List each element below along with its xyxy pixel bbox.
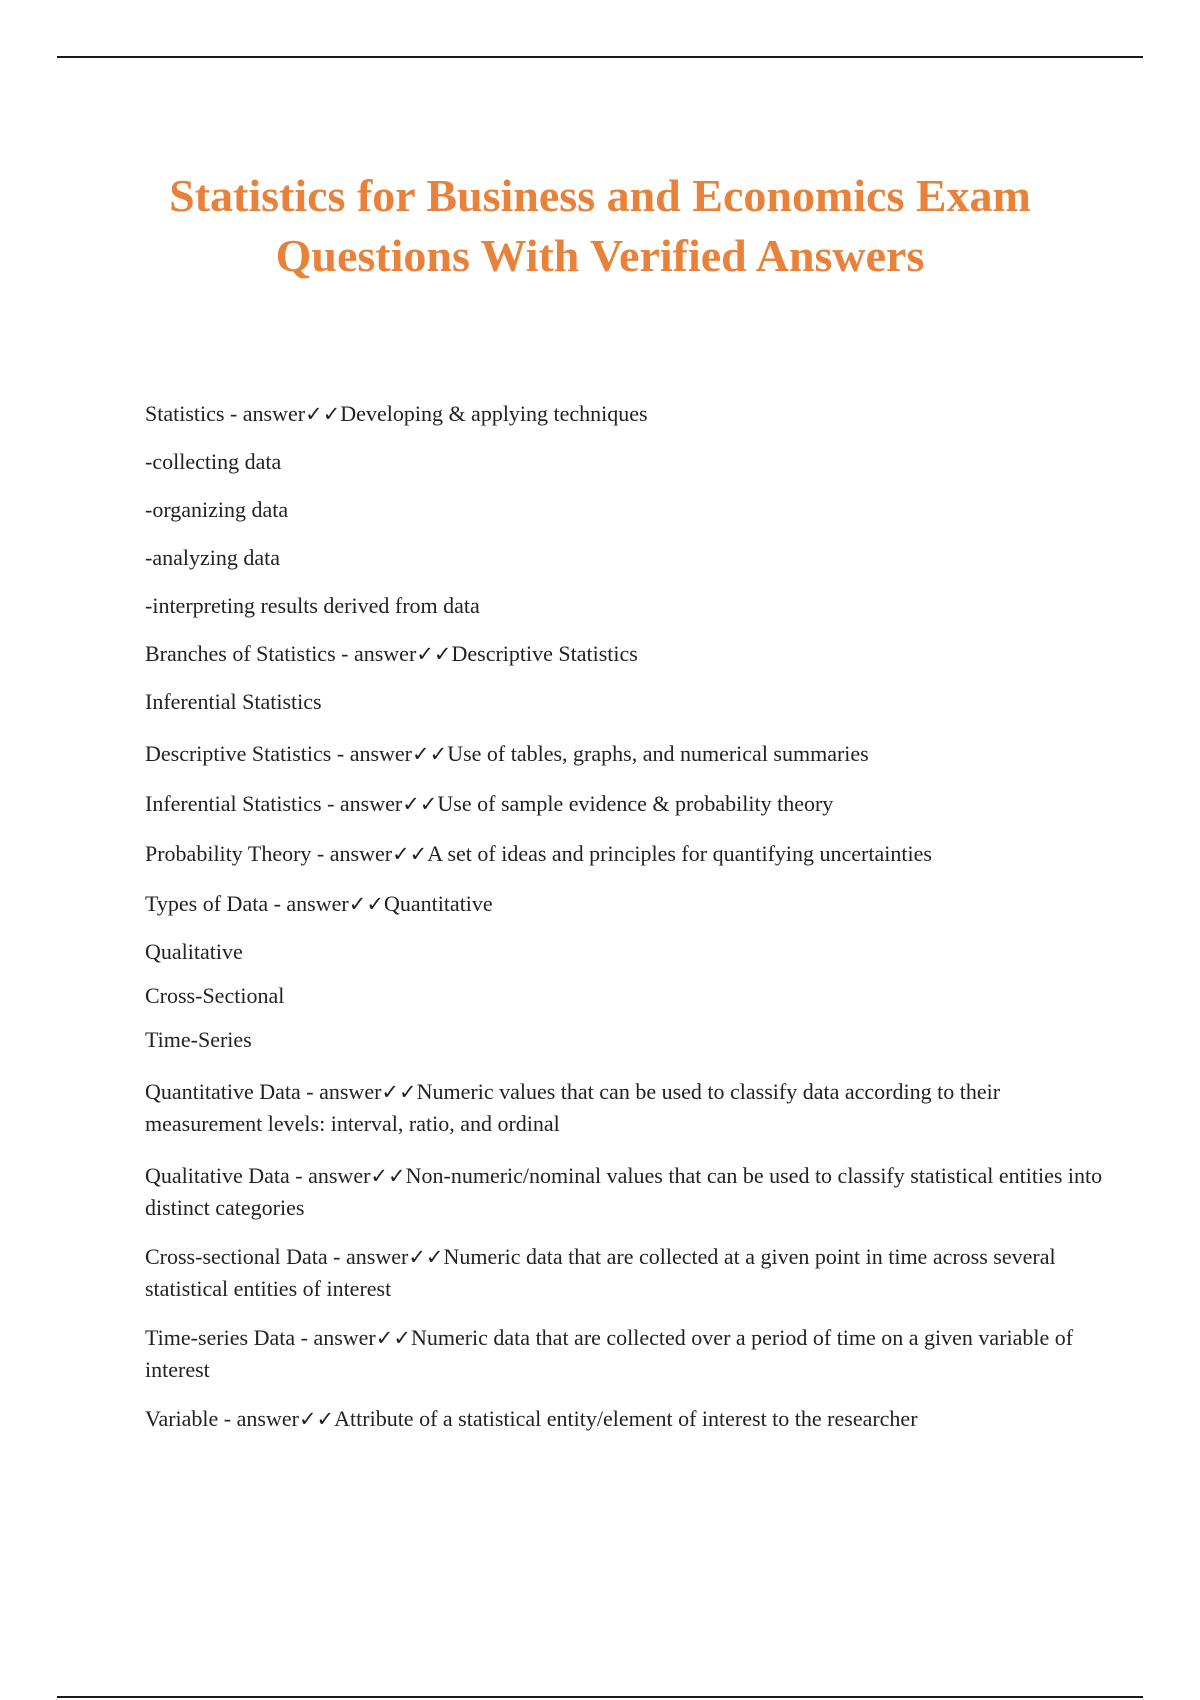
list-item: -collecting data	[145, 449, 282, 474]
entry-answer: Descriptive Statistics	[451, 641, 638, 666]
list-item: Cross-Sectional	[145, 983, 285, 1008]
entry-answer: Numeric data that are collected over a period of time on a given variable of interest	[145, 1325, 1074, 1382]
double-check-icon: ✓✓	[408, 1245, 444, 1269]
qa-entry	[145, 638, 1105, 670]
list-item: Inferential Statistics	[145, 689, 322, 714]
answer-marker: answer	[313, 1325, 376, 1350]
list-item: -organizing data	[145, 497, 289, 522]
qa-entry	[145, 398, 1105, 430]
qa-list	[145, 382, 1105, 1435]
entry-answer: Developing & applying techniques	[340, 401, 648, 426]
list-item: -analyzing data	[145, 545, 280, 570]
entry-separator: -	[289, 1163, 309, 1188]
entry-separator: -	[311, 841, 330, 866]
answer-marker: answer	[242, 401, 306, 426]
entry-term: Time-series Data	[145, 1325, 296, 1350]
entry-separator: -	[300, 1079, 320, 1104]
title-line-1: Statistics for Business and Economics Exam	[169, 170, 1031, 221]
list-item: -interpreting results derived from data	[145, 593, 480, 618]
entry-separator: -	[321, 791, 340, 816]
entry-term: Inferential Statistics	[145, 791, 322, 816]
entry-answer: Non-numeric/nominal values that can be used to classify statistical entities into distinct categories	[145, 1163, 1103, 1220]
entry-separator: -	[224, 401, 243, 426]
qa-entry	[145, 1403, 1105, 1435]
qa-entry	[145, 1322, 1105, 1386]
double-check-icon: ✓✓	[392, 842, 428, 866]
entry-term: Probability Theory	[145, 841, 312, 866]
qa-entry	[145, 1241, 1105, 1305]
answer-marker: answer	[286, 891, 349, 916]
entry-answer: Use of sample evidence & probability theory	[437, 791, 834, 816]
entry-term: Types of Data	[145, 891, 269, 916]
answer-marker: answer	[319, 1079, 382, 1104]
entry-term: Quantitative Data	[145, 1079, 301, 1104]
entry-term: Cross-sectional Data	[145, 1244, 328, 1269]
double-check-icon: ✓✓	[370, 1164, 406, 1188]
qa-entry	[145, 888, 1105, 920]
answer-marker: answer	[236, 1406, 299, 1431]
entry-separator: -	[327, 1244, 346, 1269]
entry-term: Qualitative Data	[145, 1163, 290, 1188]
entry-answer: Numeric values that can be used to classify data according to their measurement levels: interval, ratio, and ordinal	[145, 1079, 1001, 1136]
list-item: Qualitative	[145, 939, 243, 964]
double-check-icon: ✓✓	[305, 402, 341, 426]
bottom-rule	[57, 1696, 1143, 1698]
entry-answer: Attribute of a statistical entity/element of interest to the researcher	[334, 1406, 918, 1431]
entry-answer: A set of ideas and principles for quantifying uncertainties	[427, 841, 932, 866]
entry-term: Statistics	[145, 401, 225, 426]
double-check-icon: ✓✓	[298, 1407, 335, 1431]
list-item: Time-Series	[145, 1027, 252, 1052]
double-check-icon: ✓✓	[416, 642, 452, 666]
double-check-icon: ✓✓	[402, 792, 438, 816]
entry-separator: -	[295, 1325, 314, 1350]
qa-entry	[145, 838, 1105, 870]
top-rule	[57, 56, 1143, 58]
entry-separator: -	[218, 1406, 237, 1431]
entry-answer: Quantitative	[383, 891, 493, 916]
qa-entry	[145, 788, 1105, 820]
entry-separator: -	[268, 891, 287, 916]
double-check-icon: ✓✓	[375, 1326, 411, 1350]
entry-term: Descriptive Statistics	[145, 741, 332, 766]
double-check-icon: ✓✓	[348, 892, 384, 916]
double-check-icon: ✓✓	[412, 742, 448, 766]
answer-marker: answer	[349, 741, 412, 766]
answer-marker: answer	[308, 1163, 371, 1188]
entry-answer: Use of tables, graphs, and numerical summaries	[447, 741, 869, 766]
answer-marker: answer	[329, 841, 393, 866]
entry-answer: Numeric data that are collected at a given point in time across several statistical entities of interest	[145, 1244, 1056, 1301]
entry-term: Variable	[145, 1406, 219, 1431]
answer-marker: answer	[346, 1244, 409, 1269]
qa-entry	[145, 1076, 1105, 1140]
entry-separator: -	[335, 641, 354, 666]
title-line-2: Questions With Verified Answers	[275, 230, 925, 281]
double-check-icon: ✓✓	[381, 1080, 417, 1104]
qa-entry	[145, 1160, 1105, 1224]
document-title	[100, 166, 1100, 286]
answer-marker: answer	[353, 641, 417, 666]
entry-separator: -	[331, 741, 350, 766]
qa-entry	[145, 738, 1105, 770]
answer-marker: answer	[339, 791, 403, 816]
entry-term: Branches of Statistics	[145, 641, 336, 666]
